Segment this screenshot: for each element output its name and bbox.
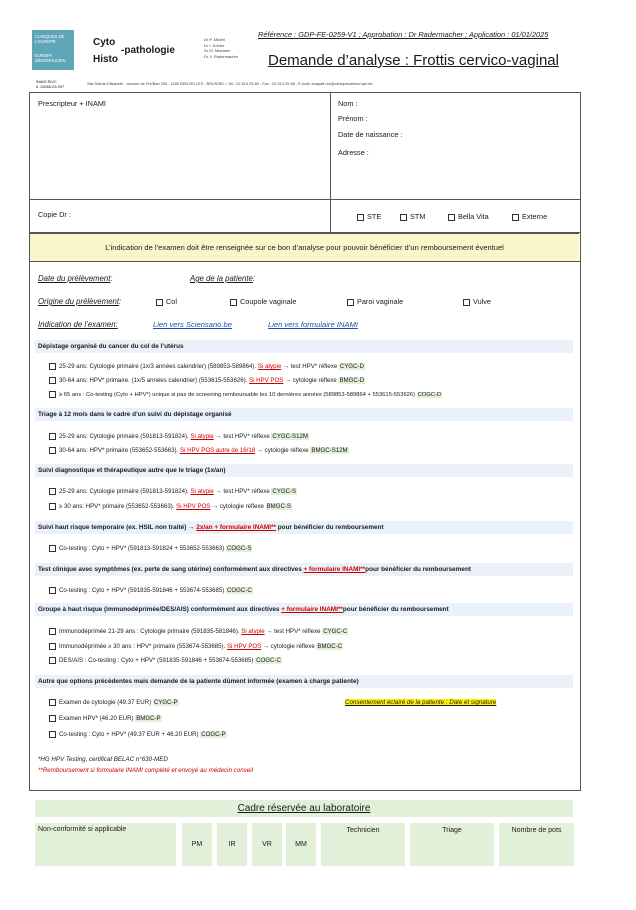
prenom-field[interactable]: Prénom :: [338, 114, 368, 123]
code-badge: COGC-D: [417, 392, 442, 399]
adresse-field[interactable]: Adresse :: [338, 148, 369, 157]
checkbox-icon: [463, 299, 470, 306]
option-s1-25-29[interactable]: 25-29 ans: Cytologie primaire (1x/3 années calendrier) (589853-589864). Si atypie → test HPV* réflexe CYGC-D: [49, 363, 365, 370]
code-badge: COGC-P: [201, 731, 226, 739]
option-s4-cotesting[interactable]: Co-testing : Cyto + HPV* (591813-591824 + 553652-553663) COGC-S: [49, 545, 252, 552]
brand-cyto: Cyto: [93, 37, 116, 48]
checkbox-icon: [49, 657, 56, 664]
origine-coupole-checkbox[interactable]: Coupole vaginale: [230, 297, 296, 306]
origine-vulve-checkbox[interactable]: Vulve: [463, 297, 491, 306]
section-triage-12-mois: Triage à 12 mois dans le cadre d’un suivi du dépistage organisé: [35, 408, 573, 421]
site-stm-checkbox[interactable]: STM: [400, 212, 425, 221]
prescripteur-field[interactable]: Prescripteur + INAMI: [38, 99, 106, 108]
footnote-remboursement: **Remboursement si formulaire INAMI complété et envoyé au médecin conseil: [38, 767, 253, 774]
lab-triage-cell[interactable]: Triage: [410, 823, 494, 866]
inami-form-link[interactable]: Lien vers formulaire INAMI: [268, 320, 358, 329]
lab-pm-cell[interactable]: PM: [182, 823, 212, 866]
checkbox-icon: [347, 299, 354, 306]
code-badge: BMGC-S12M: [311, 447, 348, 455]
checkbox-icon: [400, 214, 407, 221]
section-autre-options: Autre que options précédentes mais demande de la patiente dûment informée (examen à charge patiente): [35, 675, 573, 688]
checkbox-icon: [49, 377, 56, 384]
code-badge: BMGC-P: [136, 715, 161, 723]
option-s6-des-ais[interactable]: DES/AIS : Co-testing : Cyto + HPV* (591835-591846 + 553674-553685) COGC-C: [49, 657, 282, 664]
option-s7-cytologie[interactable]: Examen de cytologie (49.37 EUR) CYGC-P: [49, 699, 179, 706]
brand-histo: Histo: [93, 54, 118, 65]
lab-pots-cell[interactable]: Nombre de pots: [499, 823, 574, 866]
sciensano-link[interactable]: Lien vers Sciensano.be: [153, 320, 232, 329]
checkbox-icon: [448, 214, 455, 221]
checkbox-icon: [49, 391, 56, 398]
reimbursement-notice: L’indication de l’examen doit être renseignée sur ce bon d’analyse pour pouvoir bénéficier d’un remboursement éventuel: [30, 233, 579, 261]
code-badge: BMGC-S: [266, 503, 291, 511]
lab-nonconformite-cell[interactable]: Non-conformité si applicable: [35, 823, 176, 866]
checkbox-icon: [49, 587, 56, 594]
checkbox-icon: [49, 715, 56, 722]
option-s5-cotesting[interactable]: Co-testing : Cyto + HPV* (591835-591846 + 553674-553685) COGC-C: [49, 587, 253, 594]
section-suivi-haut-risque: Suivi haut risque temporaire (ex. HSIL non traité) → 2x/an + formulaire INAMI** pour bénéficier du remboursement: [35, 521, 573, 534]
consent-signature-field[interactable]: Consentement éclairé de la patiente : Date et signature: [345, 699, 497, 706]
address-line: Site Sainte-Elisabeth - avenue de Fré/Ban 206 - 1180 BRUXELLES - BRUSSEL • Tel : 02 614 25 80 - Fax : 02 614 25 88 - E-mail: anapath.se@cliniquesdeleurope.be: [87, 81, 373, 86]
section-haut-risque: Groupe à haut risque (immunodéprimée/DES/AIS) conformément aux directives + formulaire INAMI**pour bénéficier du remboursement: [35, 603, 573, 616]
section-suivi-diagnostique: Suivi diagnostique et thérapeutique autre que le triage (1x/an): [35, 464, 573, 477]
option-s2-30-64[interactable]: 30-64 ans: HPV* primaire (553652-553663). Si HPV POS autre de 16/18 → cytologie réflexe BMGC-S12M: [49, 447, 349, 454]
code-badge: BMGC-D: [339, 377, 365, 385]
code-badge: CYGC-S: [272, 488, 297, 496]
logo-line2: EUROPA ZIEKENHUIZEN: [35, 53, 66, 63]
code-badge: COGC-S: [227, 545, 252, 553]
option-s3-25-29[interactable]: 25-29 ans: Cytologie primaire (591813-591824). Si atypie → test HPV* réflexe CYGC-S: [49, 488, 297, 495]
divider: [29, 199, 580, 200]
site-ste-checkbox[interactable]: STE: [357, 212, 381, 221]
copie-field[interactable]: Copie Dr :: [38, 210, 71, 219]
checkbox-icon: [49, 643, 56, 650]
site-externe-checkbox[interactable]: Externe: [512, 212, 547, 221]
nom-field[interactable]: Nom :: [338, 99, 358, 108]
code-badge: COGC-C: [227, 587, 252, 595]
section-depistage-organise: Dépistage organisé du cancer du col de l’utérus: [35, 340, 573, 353]
code-badge: CYGC-D: [339, 363, 364, 371]
age-patiente-field[interactable]: Age de la patiente:: [190, 274, 256, 283]
option-s7-cotesting[interactable]: Co-testing : Cyto + HPV* (49.37 EUR + 46.20 EUR) COGC-P: [49, 731, 227, 738]
page-title: Demande d’analyse : Frottis cervico-vaginal: [268, 52, 559, 69]
checkbox-icon: [230, 299, 237, 306]
checkbox-icon: [49, 447, 56, 454]
origine-col-checkbox[interactable]: Col: [156, 297, 177, 306]
option-s1-65[interactable]: ≥ 65 ans : Co-testing (Cyto + HPV*) unique si pas de screening remboursable les 10 dernières années (589853-589864 + 553615-553626) COGC-D: [49, 391, 442, 398]
logo-inami: INAMI RIVC 8 -28066-03-997: [36, 80, 65, 89]
checkbox-icon: [357, 214, 364, 221]
option-s1-30-64[interactable]: 30-64 ans: HPV* primaire. (1x/5 années calendrier) (553615-553626). Si HPV POS → cytologie réflexe BMGC-D: [49, 377, 365, 384]
lab-mm-cell[interactable]: MM: [286, 823, 316, 866]
checkbox-icon: [512, 214, 519, 221]
code-badge: CYGC-P: [153, 699, 178, 707]
option-s2-25-29[interactable]: 25-29 ans: Cytologie primaire (591813-591824). Si atypie → test HPV* réflexe CYGC-S12M: [49, 433, 309, 440]
option-s7-hpv[interactable]: Examen HPV* (46.20 EUR) BMGC-P: [49, 715, 162, 722]
divider: [330, 92, 331, 233]
document-reference: Référence : GDP-FE-0259-V1 ; Approbation : Dr Radermacher ; Application : 01/01/2025: [258, 30, 549, 39]
option-s6-immuno-30[interactable]: Immunodéprimée ≥ 30 ans : HPV* primaire (553674-553685). Si HPV POS → cytologie réflexe BMGC-C: [49, 643, 343, 650]
origine-label: Origine du prélèvement:: [38, 297, 122, 306]
lab-ir-cell[interactable]: IR: [217, 823, 247, 866]
checkbox-icon: [49, 363, 56, 370]
lab-section-header: Cadre réservée au laboratoire: [35, 800, 573, 817]
lab-technicien-cell[interactable]: Technicien: [321, 823, 405, 866]
lab-vr-cell[interactable]: VR: [252, 823, 282, 866]
footnote-belac: *HG HPV Testing, certificat BELAC n°630-MED: [38, 756, 168, 763]
code-badge: CYGC-S12M: [272, 433, 308, 441]
date-prelevement-field[interactable]: Date du prélèvement:: [38, 274, 113, 283]
code-badge: COGC-C: [256, 657, 281, 665]
checkbox-icon: [49, 731, 56, 738]
doctors-list: Dr P. Michel Dr I. Kohler Dr M. Meirlaen Dr V. Radermacher: [204, 37, 239, 59]
indication-label: Indication de l’examen:: [38, 320, 118, 329]
code-badge: BMGC-C: [317, 643, 343, 651]
site-bellavita-checkbox[interactable]: Bella Vita: [448, 212, 489, 221]
checkbox-icon: [49, 628, 56, 635]
brand-pathologie: -pathologie: [121, 45, 175, 56]
naissance-field[interactable]: Date de naissance :: [338, 130, 403, 139]
logo-line1: CLINIQUES DE L'EUROPE: [35, 34, 65, 44]
checkbox-icon: [49, 699, 56, 706]
checkbox-icon: [49, 545, 56, 552]
checkbox-icon: [49, 433, 56, 440]
checkbox-icon: [49, 488, 56, 495]
section-test-clinique: Test clinique avec symptômes (ex. perte de sang utérine) conformément aux directives + formulaire INAMI**pour bénéficier du remboursement: [35, 563, 573, 576]
checkbox-icon: [49, 503, 56, 510]
option-s6-immuno-21-29[interactable]: Immunodéprimée 21-29 ans : Cytologie primaire (591835-581846). Si atypie → test HPV* réflexe CYGC-C: [49, 628, 348, 635]
checkbox-icon: [156, 299, 163, 306]
option-s3-30[interactable]: ≥ 30 ans: HPV* primaire (553652-553663). Si HPV POS → cytologie réflexe BMGC-S: [49, 503, 292, 510]
code-badge: CYGC-C: [323, 628, 348, 636]
origine-paroi-checkbox[interactable]: Paroi vaginale: [347, 297, 403, 306]
